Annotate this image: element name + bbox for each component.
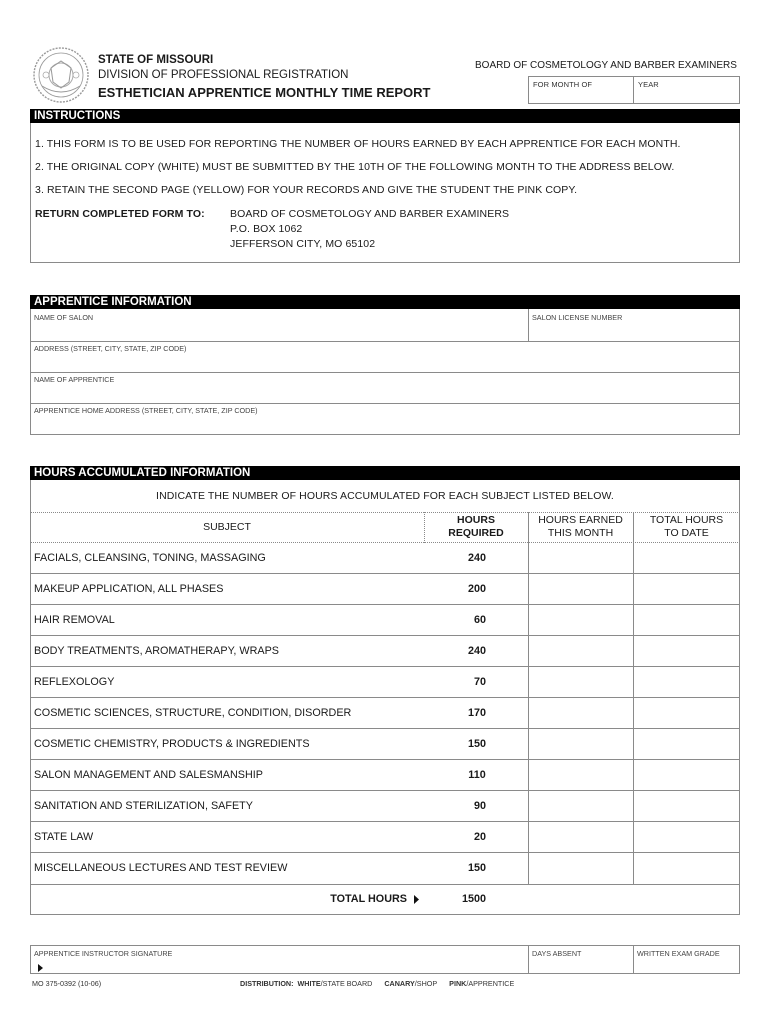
salon-name-field[interactable] [32,322,526,339]
state-name: STATE OF MISSOURI [98,54,214,66]
salon-license-label: SALON LICENSE NUMBER [532,313,623,322]
col-subject-header: SUBJECT [203,521,251,533]
signature-label: APPRENTICE INSTRUCTOR SIGNATURE [34,949,173,958]
year-label: YEAR [638,80,659,89]
subject-cell: HAIR REMOVAL [34,614,115,626]
for-month-field[interactable] [530,88,630,102]
total-hours-input[interactable] [635,607,738,633]
required-cell: 150 [467,862,486,874]
total-hours-input[interactable] [635,824,738,850]
apprentice-heading: APPRENTICE INFORMATION [30,295,740,309]
subject-cell: MAKEUP APPLICATION, ALL PHASES [34,583,224,595]
subject-cell: SANITATION AND STERILIZATION, SAFETY [34,800,253,812]
hours-earned-input[interactable] [530,576,631,602]
salon-license-field[interactable] [530,322,738,339]
exam-grade-label: WRITTEN EXAM GRADE [637,949,720,958]
apprentice-name-label: NAME OF APPRENTICE [34,375,115,384]
home-address-field[interactable] [32,415,738,433]
home-address-label: APPRENTICE HOME ADDRESS (STREET, CITY, STATE, ZIP CODE) [34,406,258,415]
required-cell: 90 [473,800,486,812]
days-absent-label: DAYS ABSENT [532,949,582,958]
hours-earned-input[interactable] [530,855,631,881]
signature-field[interactable] [48,958,524,972]
distribution-label: DISTRIBUTION: [240,979,294,988]
col-earned-line: THIS MONTH [547,527,614,539]
hours-earned-input[interactable] [530,731,631,757]
subject-cell: STATE LAW [34,831,94,843]
for-month-label: FOR MONTH OF [533,80,593,89]
hours-earned-input[interactable] [530,793,631,819]
instruction-item: 3. RETAIN THE SECOND PAGE (YELLOW) FOR YOUR RECORDS AND GIVE THE STUDENT THE PINK COPY. [35,184,578,196]
required-cell: 240 [467,552,486,564]
salon-name-label: NAME OF SALON [34,313,94,322]
col-total-line: TO DATE [664,527,709,539]
required-cell: 200 [467,583,486,595]
total-hours-input[interactable] [635,576,738,602]
year-field[interactable] [636,88,736,102]
dist-white-to: /STATE BOARD [320,979,373,988]
instruction-item: 1. THIS FORM IS TO BE USED FOR REPORTING THE NUMBER OF HOURS EARNED BY EACH APPRENTICE FOR EACH MONTH. [35,138,681,150]
distribution-line [240,979,514,988]
total-hours-value: 1500 [461,893,487,905]
subject-cell: FACIALS, CLEANSING, TONING, MASSAGING [34,552,266,564]
dist-pink-to: /APPRENTICE [466,979,515,988]
dist-canary: CANARY [384,979,415,988]
subject-cell: REFLEXOLOGY [34,676,115,688]
apprentice-name-field[interactable] [32,384,738,401]
required-cell: 150 [467,738,486,750]
col-total-line: TOTAL HOURS [649,514,724,526]
hours-earned-input[interactable] [530,669,631,695]
return-address-line: BOARD OF COSMETOLOGY AND BARBER EXAMINERS [230,208,510,220]
return-address-line: JEFFERSON CITY, MO 65102 [230,238,376,250]
required-cell: 60 [473,614,486,626]
form-number: MO 375-0392 (10-06) [32,979,102,988]
page-title: ESTHETICIAN APPRENTICE MONTHLY TIME REPORT [98,85,431,100]
hours-earned-input[interactable] [530,824,631,850]
total-hours-input[interactable] [635,731,738,757]
salon-address-label: ADDRESS (STREET, CITY, STATE, ZIP CODE) [34,344,187,353]
dist-white: WHITE [297,979,321,988]
dist-canary-to: /SHOP [414,979,438,988]
hours-heading: HOURS ACCUMULATED INFORMATION [30,466,740,480]
subject-cell: COSMETIC SCIENCES, STRUCTURE, CONDITION, DISORDER [34,707,352,719]
instruction-item: 2. THE ORIGINAL COPY (WHITE) MUST BE SUBMITTED BY THE 10TH OF THE FOLLOWING MONTH TO THE ADDRESS BELOW. [35,161,675,173]
hours-earned-input[interactable] [530,700,631,726]
division-name: DIVISION OF PROFESSIONAL REGISTRATION [98,69,349,81]
col-earned-line: HOURS EARNED [538,514,623,526]
subject-cell: MISCELLANEOUS LECTURES AND TEST REVIEW [34,862,288,874]
salon-address-field[interactable] [32,353,738,370]
exam-grade-field[interactable] [635,958,738,972]
total-hours-input[interactable] [635,793,738,819]
state-seal-icon [32,46,90,104]
hours-intro: INDICATE THE NUMBER OF HOURS ACCUMULATED FOR EACH SUBJECT LISTED BELOW. [156,490,614,502]
dist-pink: PINK [449,979,467,988]
hours-earned-input[interactable] [530,638,631,664]
instructions-heading: INSTRUCTIONS [30,109,740,123]
total-hours-input[interactable] [635,669,738,695]
pointer-arrow-icon [413,894,420,905]
required-cell: 240 [467,645,486,657]
days-absent-field[interactable] [530,958,631,972]
subject-cell: SALON MANAGEMENT AND SALESMANSHIP [34,769,263,781]
required-cell: 70 [473,676,486,688]
return-address-line: P.O. BOX 1062 [230,223,303,235]
col-required-line: HOURS [457,514,495,526]
total-hours-input[interactable] [635,545,738,571]
hours-earned-input[interactable] [530,545,631,571]
hours-earned-input[interactable] [530,762,631,788]
col-earned-header [528,514,633,540]
return-label: RETURN COMPLETED FORM TO: [35,208,205,220]
total-hours-input[interactable] [635,855,738,881]
total-hours-label: TOTAL HOURS [330,893,407,905]
col-required-line: REQUIRED [448,527,504,539]
required-cell: 20 [473,831,486,843]
col-total-header [633,514,740,540]
col-required-header [424,514,528,540]
required-cell: 170 [467,707,486,719]
total-hours-input[interactable] [635,638,738,664]
board-name: BOARD OF COSMETOLOGY AND BARBER EXAMINERS [475,60,737,71]
pointer-arrow-icon [37,963,44,973]
subject-cell: COSMETIC CHEMISTRY, PRODUCTS & INGREDIENTS [34,738,310,750]
hours-earned-input[interactable] [530,607,631,633]
subject-cell: BODY TREATMENTS, AROMATHERAPY, WRAPS [34,645,279,657]
total-hours-input[interactable] [635,762,738,788]
total-hours-input[interactable] [635,700,738,726]
required-cell: 110 [468,769,486,781]
